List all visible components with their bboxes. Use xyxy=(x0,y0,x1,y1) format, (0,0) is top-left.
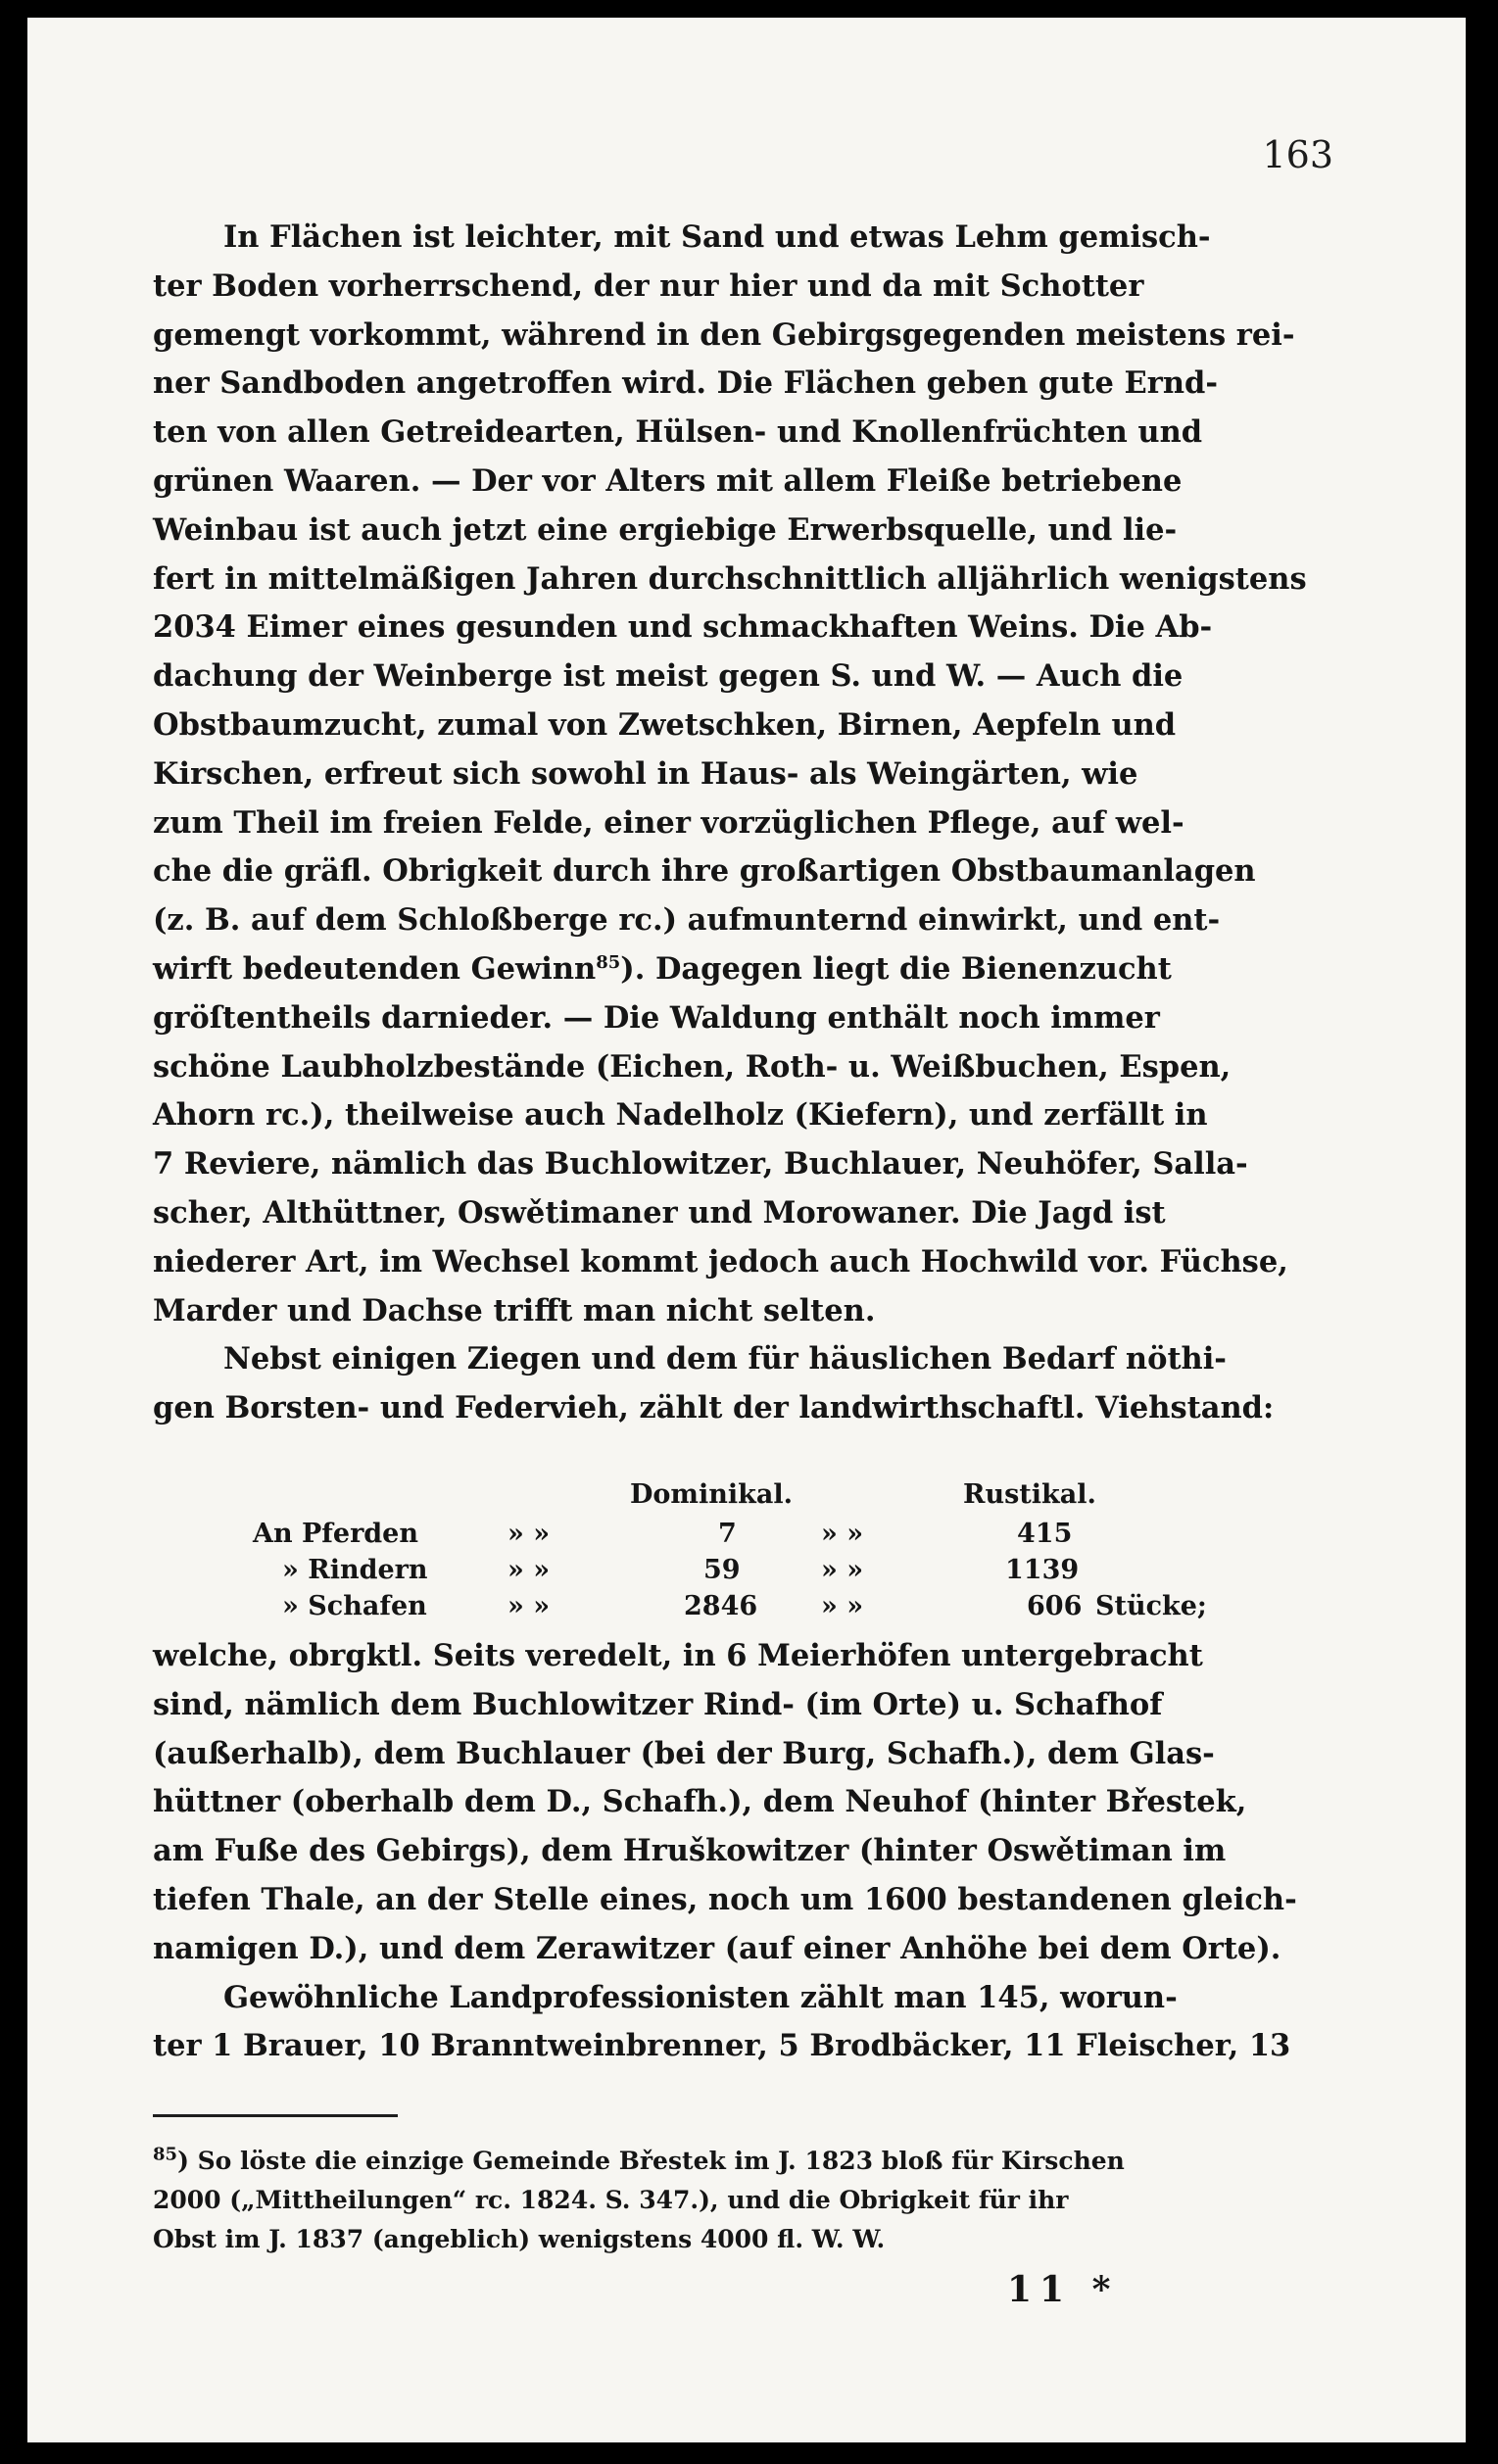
table-row xyxy=(253,1555,1281,1591)
text-line: tiefen Thale, an der Stelle eines, noch um 1600 bestandenen gleich- xyxy=(153,1881,1297,1917)
footnote-line xyxy=(153,2142,1319,2181)
text-line: ter 1 Brauer, 10 Branntweinbrenner, 5 Brodbäcker, 11 Fleischer, 13 xyxy=(153,2028,1291,2064)
text-line: In Flächen ist leichter, mit Sand und etwas Lehm gemisch- xyxy=(223,219,1211,255)
row-label: » Rindern xyxy=(282,1555,428,1585)
row-label: » Schafen xyxy=(282,1591,427,1621)
table-row xyxy=(253,1519,1281,1555)
livestock-table xyxy=(253,1479,1281,1627)
text-line: gemengt vorkommt, während in den Gebirgsgegenden meistens rei- xyxy=(153,316,1295,353)
text-line: zum Theil im freien Felde, einer vorzüglichen Pflege, auf wel- xyxy=(153,804,1184,841)
rustical-value: 415 xyxy=(1017,1519,1073,1549)
text-line: namigen D.), und dem Zerawitzer (auf einer Anhöhe bei dem Orte). xyxy=(153,1930,1281,1966)
column-header-rustical: Rustikal. xyxy=(963,1479,1096,1510)
text-line: (z. B. auf dem Schloßberge rc.) aufmunternd einwirkt, und ent- xyxy=(153,902,1221,939)
text-line: ter Boden vorherrschend, der nur hier und da mit Schotter xyxy=(153,267,1144,304)
footnote-reference: 85 xyxy=(596,951,621,973)
row-filler: » » xyxy=(821,1555,864,1585)
paragraph-soil xyxy=(153,214,1319,1335)
row-filler: » » xyxy=(821,1519,864,1549)
dominical-value: 59 xyxy=(703,1555,741,1585)
column-header-dominical: Dominikal. xyxy=(630,1479,793,1510)
rustical-value: 1139 xyxy=(1005,1555,1080,1585)
rustical-value: 606 xyxy=(1027,1591,1083,1621)
text-line: welche, obrgktl. Seits veredelt, in 6 Meierhöfen untergebracht xyxy=(153,1638,1203,1673)
footnote-separator xyxy=(153,2114,398,2117)
text-line: Kirschen, erfreut sich sowohl in Haus- als Weingärten, wie xyxy=(153,755,1138,792)
dominical-value: 2846 xyxy=(684,1591,758,1621)
text-line: schöne Laubholzbestände (Eichen, Roth- u. Weißbuchen, Espen, xyxy=(153,1048,1232,1085)
footnote xyxy=(153,2142,1319,2259)
text-line: scher, Althüttner, Oswětimaner und Morowaner. Die Jagd ist xyxy=(153,1194,1166,1231)
text-line: hüttner (oberhalb dem D., Schafh.), dem Neuhof (hinter Břestek, xyxy=(153,1784,1247,1820)
text-line: Gewöhnliche Landprofessionisten zählt man 145, worun- xyxy=(223,1979,1178,2015)
text-line: niederer Art, im Wechsel kommt jedoch auch Hochwild vor. Füchse, xyxy=(153,1243,1288,1280)
footnote-line: Obst im J. 1837 (angeblich) wenigstens 4000 fl. W. W. xyxy=(153,2225,886,2253)
text-line: sind, nämlich dem Buchlowitzer Rind- (im Orte) u. Schafhof xyxy=(153,1686,1163,1722)
row-filler: » » xyxy=(507,1555,551,1585)
text-line: che die gräfl. Obrigkeit durch ihre großartigen Obstbaumanlagen xyxy=(153,853,1256,890)
footnote-marker: 85 xyxy=(153,2144,178,2165)
text-line: am Fuße des Gebirgs), dem Hruškowitzer (hinter Oswětiman im xyxy=(153,1833,1227,1869)
text-line: grünen Waaren. — Der vor Alters mit allem Fleiße betriebene xyxy=(153,462,1183,499)
text-line: (außerhalb), dem Buchlauer (bei der Burg, Schafh.), dem Glas- xyxy=(153,1735,1215,1771)
text-line: Nebst einigen Ziegen und dem für häuslichen Bedarf nöthi- xyxy=(223,1341,1227,1377)
footnote-line: 2000 („Mittheilungen“ rc. 1824. S. 347.), und die Obrigkeit für ihr xyxy=(153,2186,1069,2214)
text-line: Weinbau ist auch jetzt eine ergiebige Erwerbsquelle, und lie- xyxy=(153,511,1178,548)
paragraph-trades xyxy=(153,1974,1319,2072)
main-text-block xyxy=(153,214,1319,1433)
dominical-value: 7 xyxy=(718,1519,737,1549)
text-line: dachung der Weinberge ist meist gegen S. und W. — Auch die xyxy=(153,658,1184,695)
row-filler: » » xyxy=(507,1591,551,1621)
signature-mark: 11 * xyxy=(1007,2269,1119,2310)
text-line: Obstbaumzucht, zumal von Zwetschken, Birnen, Aepfeln und xyxy=(153,706,1177,743)
book-page xyxy=(27,18,1466,2442)
text-line: fert in mittelmäßigen Jahren durchschnittlich alljährlich wenigstens xyxy=(153,560,1307,597)
row-filler: » » xyxy=(821,1591,864,1621)
text-fragment: ) So löste die einzige Gemeinde Břestek im J. 1823 bloß für Kirschen xyxy=(177,2147,1125,2175)
text-line: Ahorn rc.), theilweise auch Nadelholz (Kiefern), und zerfällt in xyxy=(153,1097,1208,1134)
text-line: 2034 Eimer eines gesunden und schmackhaften Weins. Die Ab- xyxy=(153,609,1213,646)
page-number: 163 xyxy=(1262,133,1333,176)
table-row xyxy=(253,1591,1281,1627)
table-header xyxy=(253,1479,1281,1519)
text-line: ner Sandboden angetroffen wird. Die Flächen geben gute Ernd- xyxy=(153,365,1218,402)
paragraph-livestock-intro xyxy=(153,1335,1319,1433)
text-line: Marder und Dachse trifft man nicht selten. xyxy=(153,1292,876,1329)
row-label: An Pferden xyxy=(253,1519,418,1549)
text-line: ten von allen Getreidearten, Hülsen- und Knollenfrüchten und xyxy=(153,414,1203,451)
text-line: 7 Reviere, nämlich das Buchlowitzer, Buchlauer, Neuhöfer, Salla- xyxy=(153,1146,1248,1183)
row-unit: Stücke; xyxy=(1095,1591,1207,1621)
text-line: gröſtentheils darnieder. — Die Waldung enthält noch immer xyxy=(153,999,1160,1036)
text-line-with-footnote xyxy=(153,945,1319,994)
row-filler: » » xyxy=(507,1519,551,1549)
text-fragment: wirft bedeutenden Gewinn xyxy=(153,950,597,987)
text-line: gen Borsten- und Federvieh, zählt der landwirthschaftl. Viehstand: xyxy=(153,1390,1275,1426)
main-text-block-continued xyxy=(153,1632,1319,2071)
text-fragment: ). Dagegen liegt die Bienenzucht xyxy=(620,950,1172,987)
paragraph-farmyards xyxy=(153,1632,1319,1974)
